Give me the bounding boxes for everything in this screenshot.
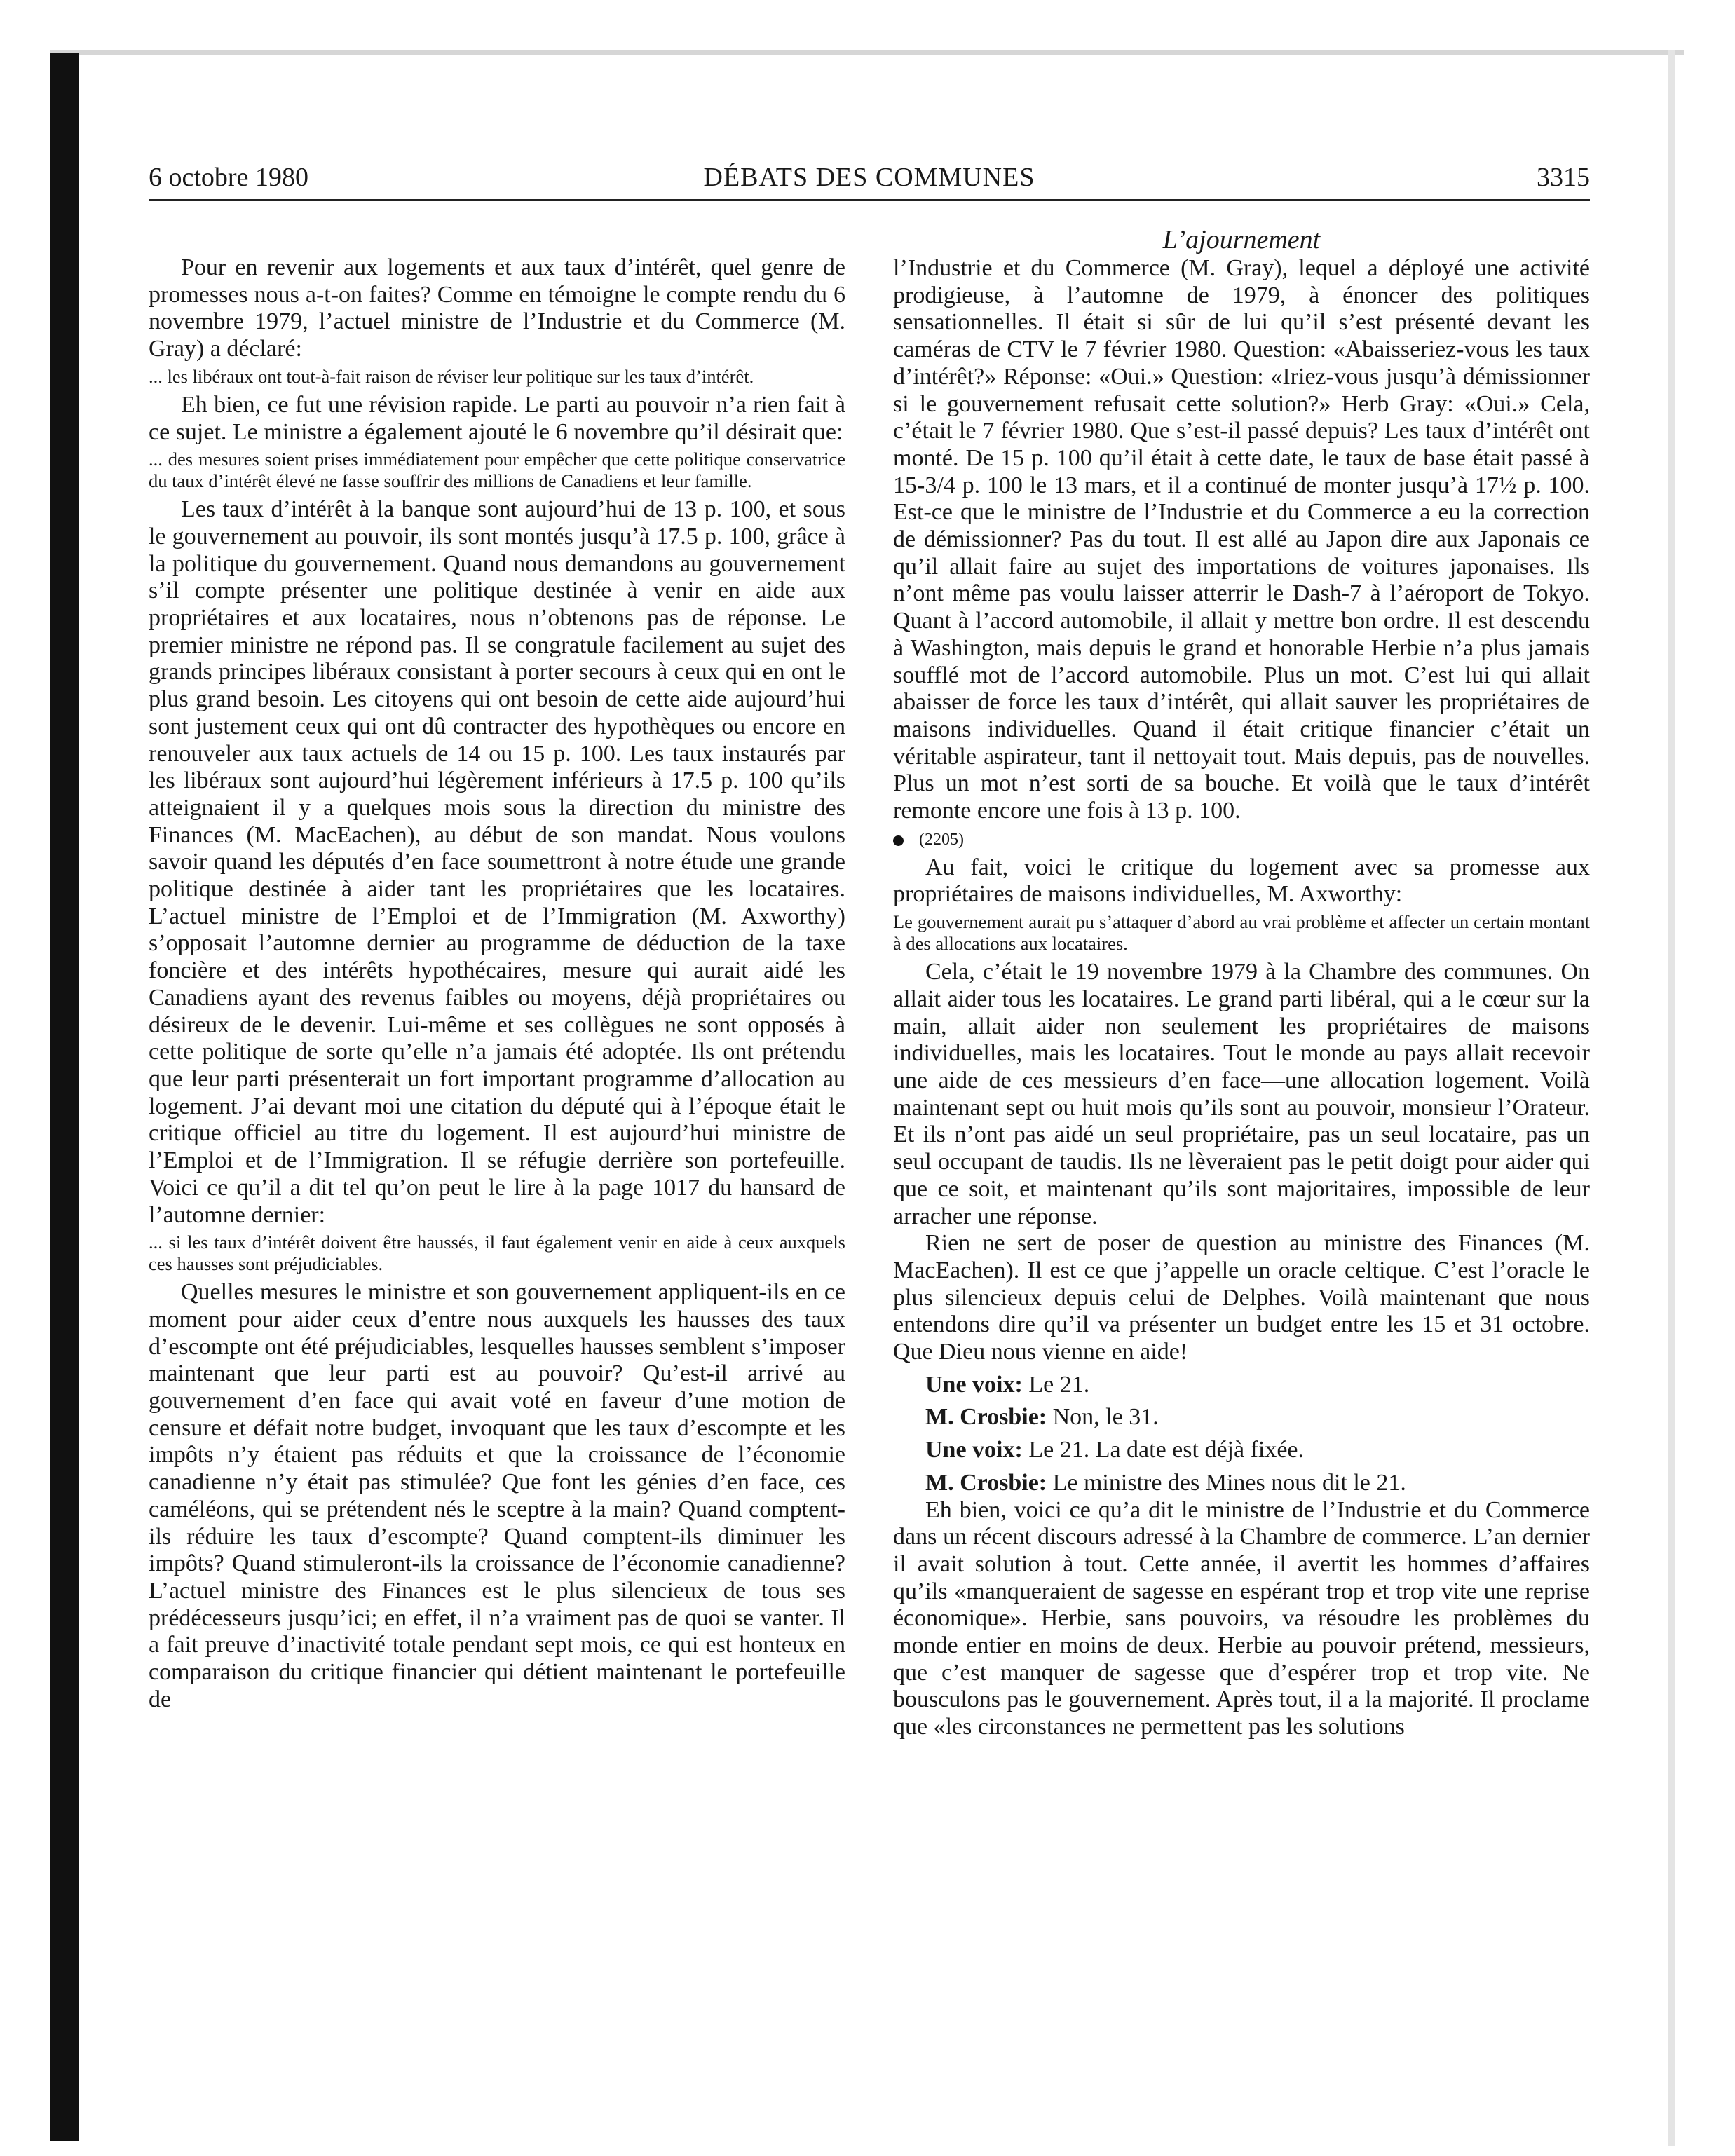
speech-text: Le 21. La date est déjà fixée. xyxy=(1028,1437,1305,1464)
paragraph: Quelles mesures le ministre et son gouvernement appliquent-ils en ce moment pour aider ceux d’entre nous auxquels les hausses des taux d’escompte ont été préjudiciables, lesquelles hausses semblent s’imposer maintenant que leur parti est au pouvoir? Qu’est-il arrivé au gouvernement d’en face qui avait voté en faveur d’une motion de censure et défait notre budget, invoquant que les taux d’escompte et les impôts n’y étaient pas réduits et que la croissance de l’économie canadienne n’y était pas stimulée? Que font les génies d’en face, ces caméléons, qui se prétendent nés le sceptre à la main? Quand comptent-ils réduire les taux d’escompte? Quand comptent-ils diminuer les impôts? Quand stimuleront-ils la croissance de l’économie canadienne? L’actuel ministre des Finances est le plus silencieux de tous ses prédécesseurs jusqu’ici; en effet, il n’a vraiment pas de quoi se vanter. Il a fait preuve d’inactivité totale pendant sept mois, ce qui est honteux en comparaison du critique financier qui détient maintenant le portefeuille de xyxy=(149,1279,845,1712)
quotation: ... si les taux d’intérêt doivent être haussés, il faut également venir en aide à ceux auxquels ces hausses sont préjudiciables. xyxy=(149,1231,845,1275)
quotation: Le gouvernement aurait pu s’attaquer d’abord au vrai problème et affecter un certain montant à des allocations aux locataires. xyxy=(893,911,1590,955)
header-title: DÉBATS DES COMMUNES xyxy=(703,163,1035,192)
paragraph: Eh bien, voici ce qu’a dit le ministre de l’Industrie et du Commerce dans un récent discours adressé à la Chambre de commerce. L’an dernier il avait solution à tout. Cette année, il avertit les hommes d’affaires qu’ils «manqueraient de sagesse en espérant trop et trop vite une reprise économique». Herbie, sans pouvoirs, va résoudre les problèmes du monde entier en moins de deux. Herbie au pouvoir prétend, messieurs, que c’est manquer de sagesse que d’espérer trop et trop vite. Ne bousculons pas le gouvernement. Après tout, il a la majorité. Il proclame que «les circonstances ne permettent pas les solutions xyxy=(893,1496,1590,1740)
quotation: ... des mesures soient prises immédiatement pour empêcher que cette politique conservatrice du taux d’intérêt élevé ne fasse souffrir des millions de Canadiens et leur famille. xyxy=(149,449,845,492)
speech-text: Non, le 31. xyxy=(1052,1404,1159,1431)
speaker-name: Une voix: xyxy=(925,1437,1023,1464)
time-marker-label: (2205) xyxy=(919,830,964,849)
section-heading: L’ajournement xyxy=(1162,225,1321,254)
speech-text: Le 21. xyxy=(1028,1371,1090,1398)
page xyxy=(149,158,1590,2106)
scan-edge-right xyxy=(1668,50,1675,2146)
speaker-name: M. Crosbie: xyxy=(925,1469,1047,1496)
header-date: 6 octobre 1980 xyxy=(149,163,308,192)
paragraph: Eh bien, ce fut une révision rapide. Le parti au pouvoir n’a rien fait à ce sujet. Le ministre a également ajouté le 6 novembre qu’il désirait que: xyxy=(149,391,845,445)
scan-edge-left xyxy=(50,53,79,2141)
speech-line xyxy=(893,1372,1590,1399)
running-head xyxy=(149,158,1590,197)
speaker-name: Une voix: xyxy=(925,1371,1023,1398)
speech-line xyxy=(893,1470,1590,1497)
bullet-icon xyxy=(893,835,904,846)
paragraph: Les taux d’intérêt à la banque sont aujourd’hui de 13 p. 100, et sous le gouvernement au pouvoir, ils sont montés jusqu’à 17.5 p. 100, grâce à la politique du gouvernement. Quand nous demandons au gouvernement s’il compte présenter une politique destinée à venir en aide aux propriétaires et aux locataires, nous n’obtenons pas de réponse. Le premier ministre ne répond pas. Il se congratule facilement au sujet des grands principes libéraux consistant à porter secours à ceux qui en ont le plus grand besoin. Les citoyens qui ont besoin de cette aide aujourd’hui sont justement ceux qui ont dû contracter des hypothèques ou encore en renouveler aux taux actuels de 14 ou 15 p. 100. Les taux instaurés par les libéraux sont aujourd’hui légèrement inférieurs à 17.5 p. 100 qu’ils atteignaient il y a quelques mois sous la direction du ministre des Finances (M. MacEachen), au début de son mandat. Nous voulons savoir quand les députés d’en face soumettront à notre étude une grande politique destinée à aider tant les propriétaires que les locataires. L’actuel ministre de l’Emploi et de l’Immigration (M. Axworthy) s’opposait l’automne dernier au programme de déduction de la taxe foncière et des intérêts hypothécaires, mesure qui aurait aidé les Canadiens ayant des revenus faibles ou moyens, déjà propriétaires ou désireux de le devenir. Lui-même et ses collègues ne sont opposés à cette politique de sorte qu’elle n’a jamais été adoptée. Ils ont prétendu que leur parti présenterait un fort important programme d’allocation au logement. J’ai devant moi une citation du député qui à l’époque était le critique officiel au titre du logement. Il est aujourd’hui ministre de l’Emploi et de l’Immigration. Il se réfugie derrière son portefeuille. Voici ce qu’il a dit tel qu’on peut le lire à la page 1017 du hansard de l’automne dernier: xyxy=(149,496,845,1228)
time-marker xyxy=(893,826,1590,853)
scan-edge-top xyxy=(50,50,1684,55)
speech-text: Le ministre des Mines nous dit le 21. xyxy=(1052,1469,1406,1496)
left-column xyxy=(149,254,845,1713)
quotation: ... les libéraux ont tout-à-fait raison de réviser leur politique sur les taux d’intérêt. xyxy=(149,365,754,387)
speech-line xyxy=(893,1437,1590,1464)
paragraph: Pour en revenir aux logements et aux taux d’intérêt, quel genre de promesses nous a-t-on faites? Comme en témoigne le compte rendu du 6 novembre 1979, l’actuel ministre de l’Industrie et du Commerce (M. Gray) a déclaré: xyxy=(149,254,845,362)
speech-line xyxy=(893,1404,1590,1431)
paragraph: Cela, c’était le 19 novembre 1979 à la Chambre des communes. On allait aider tous les locataires. Le grand parti libéral, qui a le cœur sur la main, allait aider non seulement les propriétaires de maisons individuelles, mais les locataires. Tout le monde au pays allait recevoir une aide de ces messieurs d’en face—une allocation logement. Voilà maintenant sept ou huit mois qu’ils sont au pouvoir, monsieur l’Orateur. Et ils n’ont pas aidé un seul propriétaire, pas un seul locataire, pas un seul occupant de taudis. Ils ne lèveraient pas le petit doigt pour aider qui que ce soit, et maintenant qu’ils sont majoritaires, impossible de leur arracher une réponse. xyxy=(893,959,1590,1229)
paragraph: Rien ne sert de poser de question au ministre des Finances (M. MacEachen). Il est ce que j’appelle un oracle celtique. C’est l’oracle le plus silencieux depuis celui de Delphes. Voilà maintenant que nous entendons dire qu’il va présenter un budget entre les 15 et 31 octobre. Que Dieu nous vienne en aide! xyxy=(893,1230,1590,1365)
paragraph: Au fait, voici le critique du logement avec sa promesse aux propriétaires de maisons individuelles, M. Axworthy: xyxy=(893,854,1590,908)
header-page-number: 3315 xyxy=(1537,163,1590,192)
header-rule xyxy=(149,199,1590,201)
right-column xyxy=(893,224,1590,1741)
speaker-name: M. Crosbie: xyxy=(925,1404,1047,1431)
paragraph-continued: l’Industrie et du Commerce (M. Gray), lequel a déployé une activité prodigieuse, à l’automne de 1979, à énoncer des politiques sensationnelles. Il était si sûr de lui qu’il s’est présenté devant les caméras de CTV le 7 février 1980. Question: «Abaisseriez-vous les taux d’intérêt?» Réponse: «Oui.» Question: «Iriez-vous jusqu’à démissionner si le gouvernement refusait cette solution?» Herb Gray: «Oui.» Cela, c’était le 7 février 1980. Que s’est-il passé depuis? Les taux d’intérêt ont monté. De 15 p. 100 qu’il était à cette date, le taux de base était passé à 15-3/4 p. 100 le 13 mars, et il a continué de monter jusqu’à 17½ p. 100. Est-ce que le ministre de l’Industrie et du Commerce a eu la correction de démissionner? Pas du tout. Il est allé au Japon dire aux Japonais ce qu’il allait faire au sujet des importations de voitures japonaises. Ils n’ont même pas voulu laisser atterrir le Dash-7 à l’aéroport de Tokyo. Quant à l’accord automobile, il allait y mettre bon ordre. Il est descendu à Washington, mais depuis le grand et honorable Herbie n’a plus jamais soufflé mot de l’accord automobile. Plus un mot. C’est lui qui allait abaisser de force les taux d’intérêt, qui allait sauver les propriétaires de maisons individuelles. Quand il était critique financier c’était un véritable aspirateur, tant il nettoyait tout. Mais depuis, pas de nouvelles. Plus un mot n’est sorti de sa bouche. Et voilà que le taux d’intérêt remonte encore une fois à 13 p. 100. xyxy=(893,255,1590,824)
